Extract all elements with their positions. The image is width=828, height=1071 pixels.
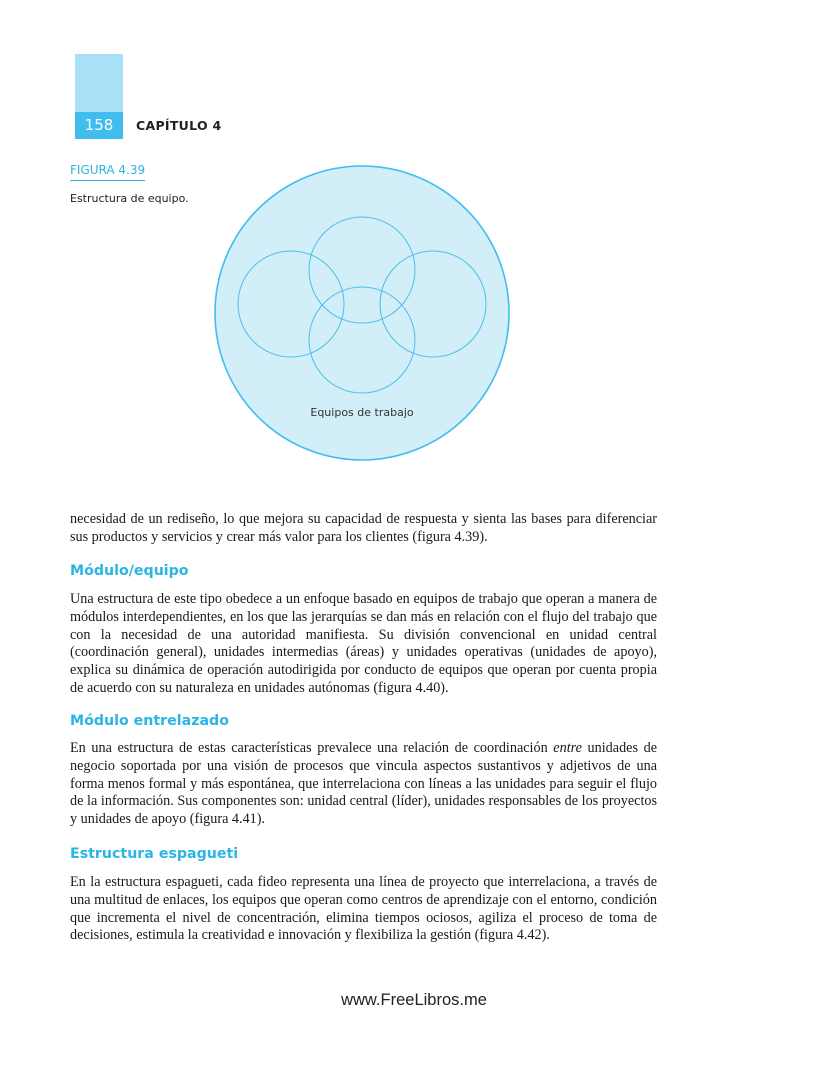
intro-paragraph: necesidad de un rediseño, lo que mejora su capacidad de respuesta y sienta las bases para diferenciar sus productos y servicios y crear más valor para los clientes (figura 4.39). bbox=[70, 511, 657, 545]
section-heading-modulo-entrelazado: Módulo entrelazado bbox=[70, 713, 229, 729]
diagram-label: Equipos de trabajo bbox=[310, 406, 414, 419]
section-heading-modulo-equipo: Módulo/equipo bbox=[70, 563, 189, 579]
footer-watermark: www.FreeLibros.me bbox=[341, 991, 487, 1009]
section-paragraph-modulo-entrelazado bbox=[70, 740, 657, 829]
paragraph-text: En una estructura de estas características prevalece una relación de coordinación bbox=[70, 740, 554, 756]
section-heading-estructura-espagueti: Estructura espagueti bbox=[70, 846, 239, 862]
paragraph-text: unidades de negocio soportada por una visión de procesos que vincula aspectos sustantivos y adjetivos de una forma menos formal y más espontánea, que interrelaciona con líneas a las unidades para seguir el flujo de la información. Sus componentes son: unidad central (líder), unidades responsables de los proyectos y unidades de apoyo (figura 4.41). bbox=[70, 740, 657, 828]
figure-caption: Estructura de equipo. bbox=[70, 192, 189, 205]
chapter-title: CAPÍTULO 4 bbox=[136, 118, 222, 133]
italic-emphasis: entre bbox=[553, 740, 582, 756]
page-number: 158 bbox=[75, 112, 123, 139]
section-paragraph-estructura-espagueti: En la estructura espagueti, cada fideo representa una línea de proyecto que interrelaciona, a través de una multitud de enlaces, los equipos que operan como centros de aprendizaje con el entorno, condición que incrementa el nivel de concentración, elimina tiempos ociosos, agiliza el proceso de toma de decisiones, estimula la creatividad e innovación y flexibiliza la gestión (figura 4.42). bbox=[70, 874, 657, 944]
section-paragraph-modulo-equipo: Una estructura de este tipo obedece a un enfoque basado en equipos de trabajo que operan a manera de módulos interdependientes, en los que las jerarquías se dan más en relación con el flujo del trabajo que con la necesidad de una autoridad manifiesta. Su división convencional en unidad central (coordinación general), unidades intermedias (áreas) y unidades operativas (unidades de apoyo), explica su dinámica de operación autodirigida por conducto de equipos que operan por cuenta propia de acuerdo con su naturaleza en unidades autónomas (figura 4.40). bbox=[70, 591, 657, 696]
figure-label: FIGURA 4.39 bbox=[70, 163, 145, 181]
